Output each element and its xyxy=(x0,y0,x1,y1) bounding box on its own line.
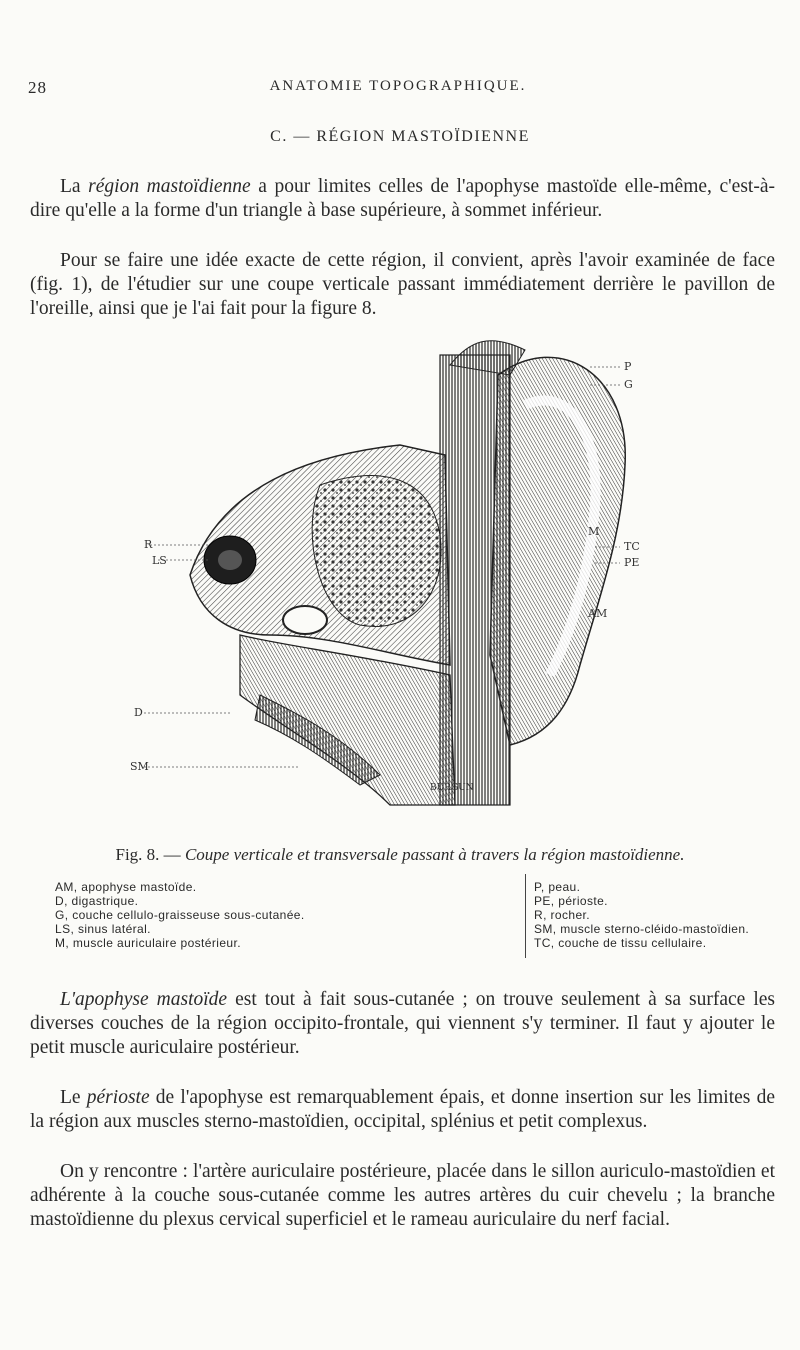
legend-item: AM, apophyse mastoïde. xyxy=(55,880,197,894)
label-g: G xyxy=(624,378,633,391)
label-pe: PE xyxy=(624,556,640,569)
emphasis-term: périoste xyxy=(86,1087,150,1108)
anatomical-figure xyxy=(130,335,690,815)
text-run: a pour limites celles de l'apophyse mastoïde elle-même, c'est-à-dire qu'elle a la forme d'un triangle à base supérieure, à sommet inférieur. xyxy=(30,176,775,221)
label-d: D xyxy=(134,706,143,719)
intro-paragraph-1 xyxy=(30,175,775,223)
legend-column-left xyxy=(55,880,305,950)
text-run: de l'apophyse est remarquablement épais, et donne insertion sur les limites de la région aux muscles sterno-mastoïdien, occipital, splénius et petit complexus. xyxy=(30,1087,775,1132)
body-paragraph-2 xyxy=(30,1086,775,1134)
legend-item: P, peau. xyxy=(534,880,581,894)
text-run: Le xyxy=(60,1087,87,1108)
section-illustration xyxy=(130,335,690,815)
legend-item: M, muscle auriculaire postérieur. xyxy=(55,936,241,950)
label-p: P xyxy=(624,360,632,373)
auditory-canal xyxy=(283,606,327,634)
section-title: C. — RÉGION MASTOÏDIENNE xyxy=(270,128,530,145)
text-run: est tout à fait sous-cutanée ; on trouve seulement à sa surface les diverses couches de la région occipito-frontale, qui viennent s'y terminer. Il faut y ajouter le petit muscle auriculaire postérieur. xyxy=(30,989,775,1058)
page-number: 28 xyxy=(28,78,47,97)
legend-item: LS, sinus latéral. xyxy=(55,922,151,936)
label-am: AM xyxy=(588,607,608,620)
body-paragraph-1 xyxy=(30,988,775,1060)
caption-text: Coupe verticale et transversale passant à travers la région mastoïdienne. xyxy=(184,845,685,864)
legend-item: R, rocher. xyxy=(534,908,591,922)
text-run: La xyxy=(60,176,89,197)
label-tc: TC xyxy=(624,540,640,553)
page-header xyxy=(28,78,768,102)
intro-paragraph-2: Pour se faire une idée exacte de cette région, il convient, après l'avoir examinée de face (fig. 1), de l'étudier sur une coupe verticale passant immédiatement derrière le pavillon de l'oreille, ainsi que je l'ai fait pour la figure 8. xyxy=(30,250,775,319)
artist-signature: BURGUN xyxy=(430,783,474,793)
label-r: R xyxy=(144,538,153,551)
running-head: ANATOMIE TOPOGRAPHIQUE. xyxy=(269,78,527,94)
label-m: M xyxy=(588,525,600,538)
legend-item: D, digastrique. xyxy=(55,894,139,908)
label-sm: SM xyxy=(130,760,149,773)
figure-number: Fig. 8. — xyxy=(115,845,185,864)
figure-caption xyxy=(0,845,800,865)
legend-item: TC, couche de tissu cellulaire. xyxy=(534,936,707,950)
legend-item: G, couche cellulo-graisseuse sous-cutanée. xyxy=(55,908,305,922)
legend-column-right xyxy=(525,874,749,958)
label-ls: LS xyxy=(152,554,167,567)
legend-item: PE, périoste. xyxy=(534,894,608,908)
emphasis-term: région mastoïdienne xyxy=(88,176,251,197)
emphasis-term: L'apophyse mastoïde xyxy=(60,989,228,1010)
legend-item: SM, muscle sterno-cléido-mastoïdien. xyxy=(534,922,750,936)
body-paragraph-3: On y rencontre : l'artère auriculaire postérieure, placée dans le sillon auriculo-mastoïdien et adhérente à la couche sous-cutanée comme les autres artères du cuir chevelu ; la branche mastoïdienne du plexus cervical superficiel et le rameau auriculaire du nerf facial. xyxy=(30,1161,775,1230)
